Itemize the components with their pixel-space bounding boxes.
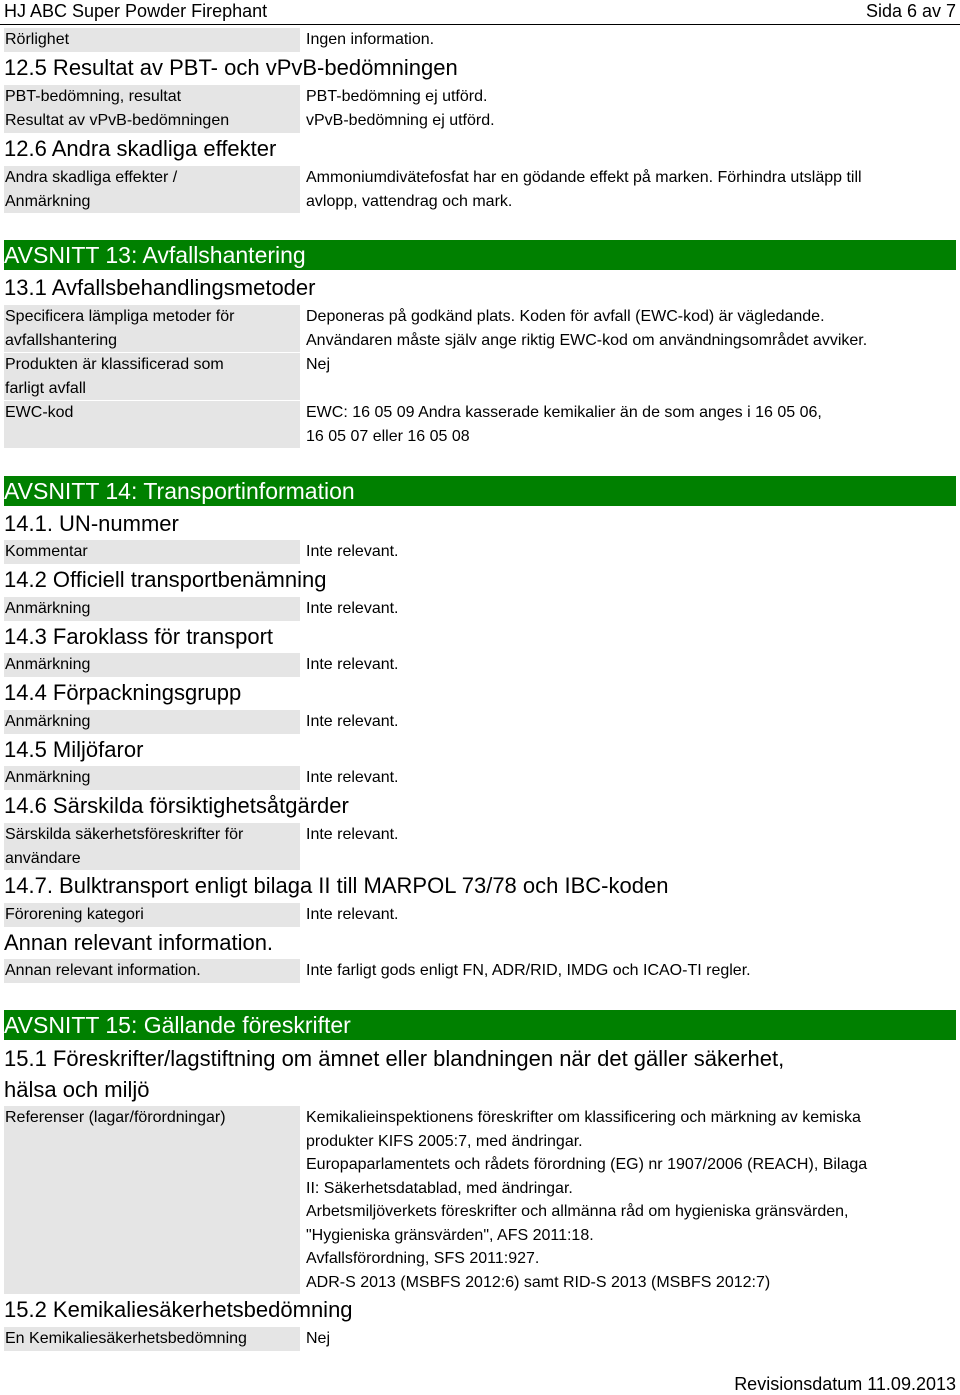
row-farligt-avfall <box>4 353 956 400</box>
row-referenser <box>4 1106 956 1294</box>
row-value: Inte farligt gods enligt FN, ADR/RID, IMDG och ICAO-TI regler. <box>306 962 751 979</box>
reference-line: Avfallsförordning, SFS 2011:927. <box>306 1250 540 1267</box>
document-title: HJ ABC Super Powder Firephant <box>4 1 268 21</box>
row-pbt <box>4 85 956 109</box>
row-ewc <box>4 401 956 448</box>
heading-12-6: 12.6 Andra skadliga effekter <box>4 136 277 161</box>
row-14-4 <box>4 710 956 734</box>
reference-line: Kemikalieinspektionens föreskrifter om klassificering och märkning av kemiska <box>306 1109 861 1126</box>
value-line: 16 05 07 eller 16 05 08 <box>306 427 470 445</box>
label-line: Särskilda säkerhetsföreskrifter för <box>5 826 244 843</box>
section-15-banner: AVSNITT 15: Gällande föreskrifter <box>4 1010 956 1040</box>
row-label: Anmärkning <box>4 597 300 621</box>
heading-14-2: 14.2 Officiell transportbenämning <box>4 567 327 592</box>
row-value: Inte relevant. <box>306 713 399 730</box>
row-label: Förorening kategori <box>4 903 300 927</box>
row-value: PBT-bedömning ej utförd. <box>306 88 488 105</box>
row-label: Resultat av vPvB-bedömningen <box>4 109 300 133</box>
label-line: avfallshantering <box>5 331 118 349</box>
row-value: Inte relevant. <box>306 543 399 560</box>
row-label: Anmärkning <box>4 653 300 677</box>
row-annan <box>4 959 956 983</box>
label-line: Andra skadliga effekter / <box>5 169 178 186</box>
row-label <box>4 353 300 400</box>
row-14-6 <box>4 823 956 870</box>
row-label <box>4 166 300 213</box>
row-value <box>306 1106 956 1294</box>
row-label: En Kemikaliesäkerhetsbedömning <box>4 1327 300 1351</box>
row-value <box>306 305 956 352</box>
heading-14-5: 14.5 Miljöfaror <box>4 737 144 762</box>
row-value: Inte relevant. <box>306 600 399 617</box>
row-14-5 <box>4 766 956 790</box>
reference-line: Arbetsmiljöverkets föreskrifter och allmänna råd om hygieniska gränsvärden, <box>306 1203 849 1220</box>
label-line: Specificera lämpliga metoder för <box>5 308 235 325</box>
page-number: Sida 6 av 7 <box>865 1 956 21</box>
heading-line: hälsa och miljö <box>4 1077 150 1102</box>
row-14-7 <box>4 903 956 927</box>
row-vpvb <box>4 109 956 133</box>
revision-date: Revisionsdatum 11.09.2013 <box>734 1374 956 1394</box>
row-label: PBT-bedömning, resultat <box>4 85 300 109</box>
value-line: Användaren måste själv ange riktig EWC-kod om användningsområdet avviker. <box>306 331 868 349</box>
value-line: avlopp, vattendrag och mark. <box>306 192 513 210</box>
row-label: Referenser (lagar/förordningar) <box>4 1106 300 1294</box>
row-value <box>306 166 956 213</box>
value-line: EWC: 16 05 09 Andra kasserade kemikalier än de som anges i 16 05 06, <box>306 404 822 421</box>
value-line: Ammoniumdivätefosfat har en gödande effekt på marken. Förhindra utsläpp till <box>306 169 862 186</box>
value-line: Deponeras på godkänd plats. Koden för avfall (EWC-kod) är vägledande. <box>306 308 825 325</box>
page-header <box>0 0 960 25</box>
row-value <box>306 401 956 448</box>
row-14-3 <box>4 653 956 677</box>
reference-line: II: Säkerhetsdatablad, med ändringar. <box>306 1179 573 1197</box>
row-value: Inte relevant. <box>306 826 399 843</box>
heading-15-2: 15.2 Kemikaliesäkerhetsbedömning <box>4 1297 353 1322</box>
row-14-1 <box>4 540 956 564</box>
label-line: farligt avfall <box>5 379 86 397</box>
heading-line: 15.1 Föreskrifter/lagstiftning om ämnet eller blandningen när det gäller säkerhet, <box>4 1046 785 1071</box>
heading-12-5: 12.5 Resultat av PBT- och vPvB-bedömningen <box>4 55 458 80</box>
row-label <box>4 823 300 870</box>
row-value: Ingen information. <box>306 31 435 48</box>
reference-line: ADR-S 2013 (MSBFS 2012:6) samt RID-S 2013 (MSBFS 2012:7) <box>306 1273 771 1291</box>
label-line: Produkten är klassificerad som <box>5 356 224 373</box>
row-andra-skadliga <box>4 166 956 213</box>
row-value: Inte relevant. <box>306 656 399 673</box>
heading-13-1: 13.1 Avfallsbehandlingsmetoder <box>4 275 316 300</box>
row-value: Inte relevant. <box>306 906 399 923</box>
row-metoder <box>4 305 956 352</box>
reference-line: produkter KIFS 2005:7, med ändringar. <box>306 1132 583 1150</box>
heading-14-3: 14.3 Faroklass för transport <box>4 624 274 649</box>
row-value: Inte relevant. <box>306 769 399 786</box>
row-value: vPvB-bedömning ej utförd. <box>306 112 495 129</box>
heading-annan: Annan relevant information. <box>4 930 274 955</box>
label-line: användare <box>5 849 81 867</box>
row-label: Kommentar <box>4 540 300 564</box>
row-value: Nej <box>306 356 331 373</box>
row-label: Anmärkning <box>4 710 300 734</box>
row-rorlighet <box>4 28 956 52</box>
row-15-2 <box>4 1327 956 1351</box>
row-14-2 <box>4 597 956 621</box>
row-value: Nej <box>306 1330 331 1347</box>
row-label: Annan relevant information. <box>4 959 300 983</box>
section-13-banner: AVSNITT 13: Avfallshantering <box>4 240 956 270</box>
heading-14-4: 14.4 Förpackningsgrupp <box>4 680 242 705</box>
row-label: EWC-kod <box>4 401 300 448</box>
section-14-banner: AVSNITT 14: Transportinformation <box>4 476 956 506</box>
reference-line: Europaparlamentets och rådets förordning (EG) nr 1907/2006 (REACH), Bilaga <box>306 1156 868 1173</box>
heading-14-1: 14.1. UN-nummer <box>4 511 179 536</box>
row-label: Rörlighet <box>4 28 300 52</box>
label-line: Anmärkning <box>5 192 91 210</box>
heading-14-6: 14.6 Särskilda försiktighetsåtgärder <box>4 793 349 818</box>
reference-line: "Hygieniska gränsvärden", AFS 2011:18. <box>306 1226 594 1244</box>
heading-14-7: 14.7. Bulktransport enligt bilaga II till MARPOL 73/78 och IBC-koden <box>4 873 669 898</box>
heading-15-1 <box>4 1043 924 1105</box>
row-label: Anmärkning <box>4 766 300 790</box>
row-label <box>4 305 300 352</box>
